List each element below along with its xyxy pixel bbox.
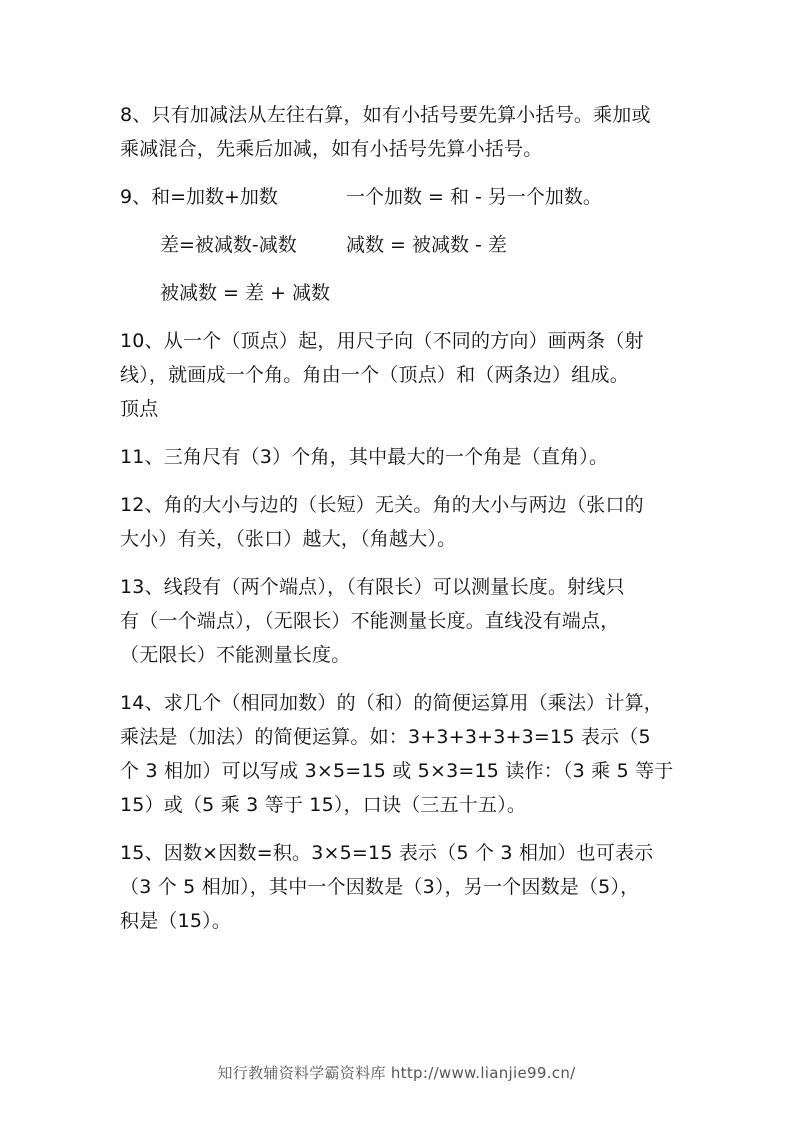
item-9-formula-sum: 9、和=加数+加数 [120, 186, 278, 208]
item-15-line-3: 积是（15）。 [120, 910, 232, 932]
item-13-line-1: 13、线段有（两个端点），（有限长）可以测量长度。射线只 [120, 576, 625, 598]
item-9-row-3 [120, 276, 680, 310]
item-14-line-1: 14、求几个（相同加数）的（和）的简便运算用（乘法）计算， [120, 692, 663, 714]
item-10-line-3: 顶点 [120, 398, 159, 420]
item-12-line-2: 大小）有关，（张口）越大，（角越大）。 [120, 528, 457, 550]
item-8-line-1: 8、只有加减法从左往右算，如有小括号要先算小括号。乘加或 [120, 104, 651, 126]
item-13 [120, 570, 680, 672]
item-14-line-3: 个 3 相加）可以写成 3×5=15 或 5×3=15 读作：（3 乘 5 等于 [120, 760, 674, 782]
document-content [120, 98, 680, 952]
item-11-line-1: 11、三角尺有（3）个角，其中最大的一个角是（直角）。 [120, 446, 609, 468]
item-9-row-2 [120, 228, 680, 262]
item-15-line-2: （3 个 5 相加），其中一个因数是（3），另一个因数是（5）， [120, 876, 640, 898]
item-12-line-1: 12、角的大小与边的（长短）无关。角的大小与两边（张口的 [120, 494, 644, 516]
item-15-line-1: 15、因数×因数=积。3×5=15 表示（5 个 3 相加）也可表示 [120, 842, 654, 864]
footer-source-text: 知行教辅资料学霸资料库 http://www.lianjie99.cn/ [217, 1064, 576, 1082]
item-9-formula-minuend: 被减数 = 差 + 减数 [160, 282, 330, 304]
item-14 [120, 686, 680, 822]
item-9-formula-addend: 一个加数 = 和 - 另一个加数。 [346, 186, 602, 208]
item-9-row-1 [120, 180, 680, 214]
item-10-line-1: 10、从一个（顶点）起，用尺子向（不同的方向）画两条（射 [120, 330, 644, 352]
item-10-line-2: 线），就画成一个角。角由一个（顶点）和（两条边）组成。 [120, 364, 629, 386]
item-13-line-3: （无限长）不能测量长度。 [120, 644, 351, 666]
item-13-line-2: 有（一个端点），（无限长）不能测量长度。直线没有端点， [120, 610, 620, 632]
item-14-line-2: 乘法是（加法）的简便运算。如：3+3+3+3+3=15 表示（5 [120, 726, 651, 748]
item-9-formula-subtrahend: 减数 = 被减数 - 差 [346, 234, 507, 256]
item-11 [120, 440, 680, 474]
item-8 [120, 98, 680, 166]
item-10 [120, 324, 680, 426]
item-14-line-4: 15）或（5 乘 3 等于 15），口诀（三五十五）。 [120, 794, 527, 816]
item-8-line-2: 乘减混合，先乘后加减，如有小括号先算小括号。 [120, 138, 543, 160]
item-15 [120, 836, 680, 938]
item-9-formula-difference: 差=被减数-减数 [160, 234, 297, 256]
item-12 [120, 488, 680, 556]
